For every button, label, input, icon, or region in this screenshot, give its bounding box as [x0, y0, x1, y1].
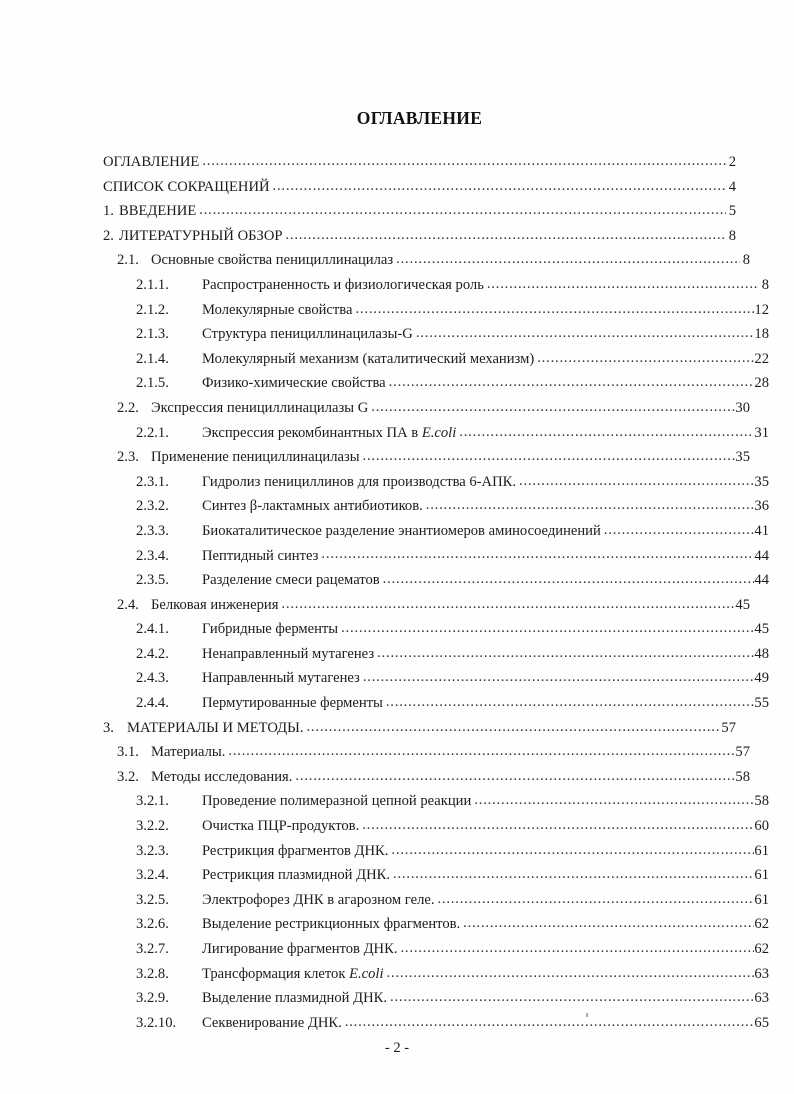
toc-entry-page-number: 5	[728, 203, 736, 220]
toc-entry[interactable]	[103, 637, 769, 662]
toc-entry[interactable]	[103, 588, 750, 613]
toc-entry-label-text: Экспрессия рекомбинантных ПА в	[202, 424, 422, 441]
toc-entry-label-text: Пермутированные ферменты	[202, 695, 383, 712]
toc-leader-dots	[383, 573, 755, 588]
toc-entry-number: 2.3.3.	[136, 522, 169, 539]
toc-leader-dots	[393, 868, 754, 883]
toc-entry[interactable]	[103, 735, 750, 760]
toc-entry-page-number: 65	[754, 1014, 769, 1031]
toc-entry[interactable]	[103, 268, 769, 293]
toc-entry-page-number: 31	[754, 424, 769, 441]
toc-entry[interactable]	[103, 1006, 769, 1031]
page-number-footer: - 2 -	[384, 1040, 410, 1056]
toc-entry-label-italic: E.coli	[421, 424, 457, 441]
toc-entry-number: 3.2.5.	[136, 891, 169, 908]
toc-entry[interactable]	[103, 760, 750, 785]
toc-entry-label	[119, 204, 199, 219]
toc-entry-label	[202, 327, 416, 342]
toc-entry[interactable]	[103, 243, 750, 268]
toc-entry-page-number: 36	[754, 498, 769, 515]
toc-entry-number: 3.2.7.	[136, 941, 169, 957]
toc-entry-label-text: Молекулярный механизм (каталитический механизм)	[202, 350, 535, 367]
toc-entry-page-number: 62	[754, 941, 769, 957]
toc-entry-page-number: 63	[754, 965, 769, 982]
toc-entry-page-number: 4	[728, 178, 736, 195]
toc-entry-number: 2.3.4.	[136, 547, 169, 564]
toc-entry-label-text: Биокаталитическое разделение энантиомеров аминосоединений	[202, 522, 601, 539]
scan-artifact-speck	[586, 1013, 588, 1017]
toc-entry-label-text: ВВЕДЕНИЕ	[119, 203, 197, 220]
toc-entry[interactable]	[103, 711, 736, 736]
toc-entry-page-number: 35	[735, 449, 750, 466]
toc-entry-label	[202, 376, 389, 391]
toc-entry-label-text: Применение пенициллинацилазы	[151, 449, 360, 466]
toc-entry-label-text: Синтез β-лактамных антибиотиков.	[202, 498, 423, 515]
toc-entry-label-text: Рестрикция плазмидной ДНК.	[202, 867, 391, 884]
toc-entry-number: 3.2.4.	[136, 867, 169, 884]
toc-entry[interactable]	[103, 661, 769, 686]
toc-entry[interactable]	[103, 858, 769, 883]
toc-leader-dots	[345, 1016, 755, 1031]
toc-entry-number: 2.4.1.	[136, 621, 169, 638]
toc-entry[interactable]	[103, 514, 769, 539]
toc-leader-dots	[321, 549, 754, 564]
toc-entry-label	[202, 352, 537, 367]
toc-leader-dots	[371, 401, 735, 416]
toc-leader-dots	[459, 426, 754, 441]
toc-entry-number: 3.2.1.	[136, 793, 169, 810]
toc-leader-dots	[386, 696, 755, 711]
toc-entry-label	[202, 1016, 345, 1031]
toc-entry-page-number: 57	[735, 744, 750, 761]
toc-entry-label-text: Секвенирование ДНК.	[202, 1014, 342, 1031]
toc-entry-label-text: ОГЛАВЛЕНИЕ	[103, 154, 200, 170]
toc-entry-page-number: 30	[735, 399, 750, 416]
toc-entry-label-text: Очистка ПЦР-продуктов.	[202, 818, 360, 835]
toc-entry-page-number: 8	[728, 227, 736, 244]
toc-entry[interactable]	[103, 981, 769, 1006]
toc-entry[interactable]	[103, 170, 736, 195]
toc-entry-number: 3.	[103, 719, 114, 736]
toc-entry-label	[103, 155, 202, 170]
toc-leader-dots	[228, 745, 735, 760]
toc-entry-label	[202, 549, 321, 564]
toc-entry[interactable]	[103, 317, 769, 342]
toc-entry[interactable]	[103, 342, 769, 367]
toc-entry[interactable]	[103, 784, 769, 809]
toc-entry-number: 2.1.1.	[136, 276, 169, 293]
toc-entry-page-number: 61	[754, 891, 769, 908]
toc-entry-label-text: Ненаправленный мутагенез	[202, 645, 375, 662]
toc-entry[interactable]	[103, 366, 769, 391]
toc-entry-number: 2.	[103, 227, 114, 244]
toc-leader-dots	[396, 253, 740, 268]
toc-entry-label-text: МАТЕРИАЛЫ И МЕТОДЫ.	[127, 719, 304, 736]
toc-entry-label-text: Пептидный синтез	[202, 547, 319, 564]
toc-entry-number: 2.1.3.	[136, 326, 169, 343]
toc-entry-page-number: 2	[728, 154, 736, 170]
toc-entry[interactable]	[103, 612, 769, 637]
toc-entry-page-number: 41	[754, 522, 769, 539]
toc-entry-label-italic: E.coli	[349, 965, 384, 982]
toc-leader-dots	[387, 967, 755, 982]
toc-entry-label-text: Электрофорез ДНК в агарозном геле.	[202, 891, 435, 908]
toc-entry-number: 2.3.	[117, 449, 139, 466]
toc-entry-label-text: Лигирование фрагментов ДНК.	[202, 941, 398, 957]
toc-entry-page-number: 45	[754, 621, 769, 638]
toc-entry[interactable]	[103, 539, 769, 564]
toc-entry-number: 2.3.2.	[136, 498, 169, 515]
toc-entry-label-text: Разделение смеси рацематов	[202, 572, 380, 589]
toc-entry-label-text: Экспрессия пенициллинацилазы G	[151, 399, 369, 416]
toc-entry[interactable]	[103, 440, 750, 465]
toc-entry[interactable]	[103, 145, 736, 170]
toc-leader-dots	[295, 770, 735, 785]
toc-entry-label-text: СПИСОК СОКРАЩЕНИЙ	[103, 178, 270, 195]
toc-entry-number: 3.2.10.	[136, 1014, 177, 1031]
toc-entry[interactable]	[103, 465, 769, 490]
toc-entry-label	[202, 991, 390, 1006]
toc-entry[interactable]	[103, 416, 769, 441]
toc-entry[interactable]	[103, 391, 750, 416]
toc-entry-label-text: Гидролиз пенициллинов для производства 6-АПК.	[202, 473, 517, 490]
toc-entry-label-text: Гибридные ферменты	[202, 621, 339, 638]
toc-entry-label	[202, 278, 487, 293]
toc-entry-number: 3.1.	[117, 744, 139, 761]
table-of-contents-list	[103, 145, 769, 1031]
toc-entry-page-number: 22	[754, 350, 769, 367]
toc-entry[interactable]	[103, 907, 769, 932]
toc-entry-label	[202, 794, 474, 809]
toc-entry-number: 2.1.2.	[136, 301, 169, 318]
toc-entry-page-number: 58	[735, 768, 750, 785]
toc-leader-dots	[306, 721, 721, 736]
toc-leader-dots	[341, 622, 754, 637]
toc-leader-dots	[389, 376, 755, 391]
toc-entry-page-number: 8	[761, 276, 769, 293]
toc-leader-dots	[437, 893, 754, 908]
toc-entry[interactable]	[103, 686, 769, 711]
toc-entry-page-number: 62	[754, 916, 769, 933]
toc-entry-number: 3.2.	[117, 768, 139, 785]
toc-entry-label	[202, 573, 383, 588]
toc-entry-number: 2.2.1.	[136, 424, 169, 441]
toc-entry-label	[202, 524, 604, 539]
toc-entry-page-number: 44	[754, 547, 769, 564]
toc-leader-dots	[519, 475, 754, 490]
toc-leader-dots	[416, 327, 755, 342]
toc-entry[interactable]	[103, 883, 769, 908]
toc-entry-number: 2.2.	[117, 399, 139, 416]
toc-leader-dots	[362, 819, 754, 834]
toc-entry-page-number: 28	[754, 375, 769, 392]
toc-entry-label	[202, 942, 400, 957]
toc-entry-label-text: Структура пенициллинацилазы-G	[202, 326, 413, 343]
toc-entry-number: 2.3.5.	[136, 572, 169, 589]
toc-leader-dots	[390, 991, 754, 1006]
toc-entry-page-number: 45	[735, 596, 750, 613]
toc-leader-dots	[273, 180, 726, 195]
toc-entry-label-text: Распространенность и физиологическая роль	[202, 276, 484, 293]
toc-leader-dots	[474, 794, 754, 809]
toc-entry-page-number: 49	[754, 670, 769, 687]
toc-entry-page-number: 61	[754, 842, 769, 859]
toc-entry[interactable]	[103, 932, 769, 957]
toc-entry-label	[202, 844, 391, 859]
toc-entry-page-number: 35	[754, 473, 769, 490]
toc-leader-dots	[363, 671, 755, 686]
toc-entry-label-text: ЛИТЕРАТУРНЫЙ ОБЗОР	[119, 227, 283, 244]
toc-entry-label	[202, 499, 426, 514]
toc-entry-label	[151, 745, 228, 760]
toc-entry-label	[202, 696, 386, 711]
toc-entry-label-text: Рестрикция фрагментов ДНК.	[202, 842, 389, 859]
toc-entry-label-text: Молекулярные свойства	[202, 301, 353, 318]
toc-entry-number: 3.2.2.	[136, 818, 169, 835]
toc-leader-dots	[400, 942, 754, 957]
toc-entry-page-number: 60	[754, 818, 769, 835]
toc-entry-number: 2.1.5.	[136, 375, 169, 392]
toc-entry-label	[202, 917, 463, 932]
toc-entry-label	[202, 671, 363, 686]
toc-entry-number: 3.2.9.	[136, 990, 169, 1007]
toc-entry-label	[119, 229, 285, 244]
toc-entry-number: 2.3.1.	[136, 473, 169, 490]
toc-entry[interactable]	[103, 834, 769, 859]
toc-entry[interactable]	[103, 489, 769, 514]
toc-entry[interactable]	[103, 809, 769, 834]
toc-leader-dots	[426, 499, 755, 514]
toc-entry-label	[202, 622, 341, 637]
toc-entry-label	[151, 770, 295, 785]
toc-entry-label	[151, 450, 363, 465]
toc-entry-label-text: Выделение рестрикционных фрагментов.	[202, 916, 461, 933]
toc-entry-label	[103, 180, 273, 195]
toc-entry-number: 2.1.	[117, 252, 139, 269]
toc-leader-dots	[487, 278, 759, 293]
toc-entry-label	[127, 721, 306, 736]
toc-entry-label-text: Основные свойства пенициллинацилаз	[151, 252, 394, 269]
toc-entry-label	[202, 868, 393, 883]
toc-entry[interactable]	[103, 957, 769, 982]
toc-leader-dots	[355, 303, 754, 318]
toc-leader-dots	[604, 524, 755, 539]
toc-entry-page-number: 63	[754, 990, 769, 1007]
toc-leader-dots	[391, 844, 754, 859]
toc-entry-label-text: Направленный мутагенез	[202, 670, 360, 687]
toc-entry-label	[151, 253, 396, 268]
toc-entry-label-text: Проведение полимеразной цепной реакции	[202, 793, 472, 810]
toc-entry-label	[202, 647, 377, 662]
toc-entry[interactable]	[103, 194, 736, 219]
toc-entry-label-text: Белковая инженерия	[151, 596, 279, 613]
toc-entry[interactable]	[103, 219, 736, 244]
toc-entry-label	[202, 819, 362, 834]
toc-entry-page-number: 61	[754, 867, 769, 884]
toc-entry-number: 3.2.6.	[136, 916, 169, 933]
toc-entry[interactable]	[103, 563, 769, 588]
toc-entry-label	[202, 426, 459, 441]
toc-entry-number: 3.2.3.	[136, 842, 169, 859]
toc-entry-number: 1.	[103, 203, 114, 220]
toc-leader-dots	[463, 917, 754, 932]
toc-entry-label-text: Трансформация клеток	[202, 965, 350, 982]
toc-entry-page-number: 55	[754, 695, 769, 712]
toc-entry-label-text: Выделение плазмидной ДНК.	[202, 990, 387, 1007]
toc-entry[interactable]	[103, 293, 769, 318]
toc-entry-page-number: 12	[754, 301, 769, 318]
toc-entry-page-number: 8	[742, 252, 750, 269]
page-title: ОГЛАВЛЕНИЕ	[356, 108, 483, 128]
toc-leader-dots	[285, 229, 726, 244]
toc-leader-dots	[202, 155, 726, 170]
toc-entry-label	[202, 303, 355, 318]
toc-entry-label-text: Материалы.	[151, 744, 226, 761]
toc-content-area	[103, 108, 769, 1031]
toc-entry-label-text: Методы исследования.	[151, 768, 293, 785]
toc-entry-number: 2.4.3.	[136, 670, 169, 687]
toc-entry-label	[202, 475, 519, 490]
toc-entry-label	[151, 598, 281, 613]
toc-entry-number: 3.2.8.	[136, 965, 169, 982]
toc-entry-label	[202, 893, 437, 908]
toc-leader-dots	[281, 598, 735, 613]
toc-leader-dots	[363, 450, 736, 465]
toc-entry-label	[202, 967, 387, 982]
toc-entry-page-number: 48	[754, 645, 769, 662]
toc-entry-number: 2.4.4.	[136, 695, 169, 712]
toc-leader-dots	[377, 647, 754, 662]
toc-entry-page-number: 58	[754, 793, 769, 810]
toc-entry-page-number: 44	[754, 572, 769, 589]
toc-entry-page-number: 57	[721, 719, 736, 736]
toc-entry-page-number: 18	[754, 326, 769, 343]
toc-entry-label	[151, 401, 371, 416]
toc-leader-dots	[537, 352, 754, 367]
toc-entry-number: 2.4.2.	[136, 645, 169, 662]
toc-entry-number: 2.4.	[117, 596, 139, 613]
toc-entry-label-text: Физико-химические свойства	[202, 375, 386, 392]
toc-leader-dots	[199, 204, 726, 219]
toc-entry-number: 2.1.4.	[136, 350, 169, 367]
